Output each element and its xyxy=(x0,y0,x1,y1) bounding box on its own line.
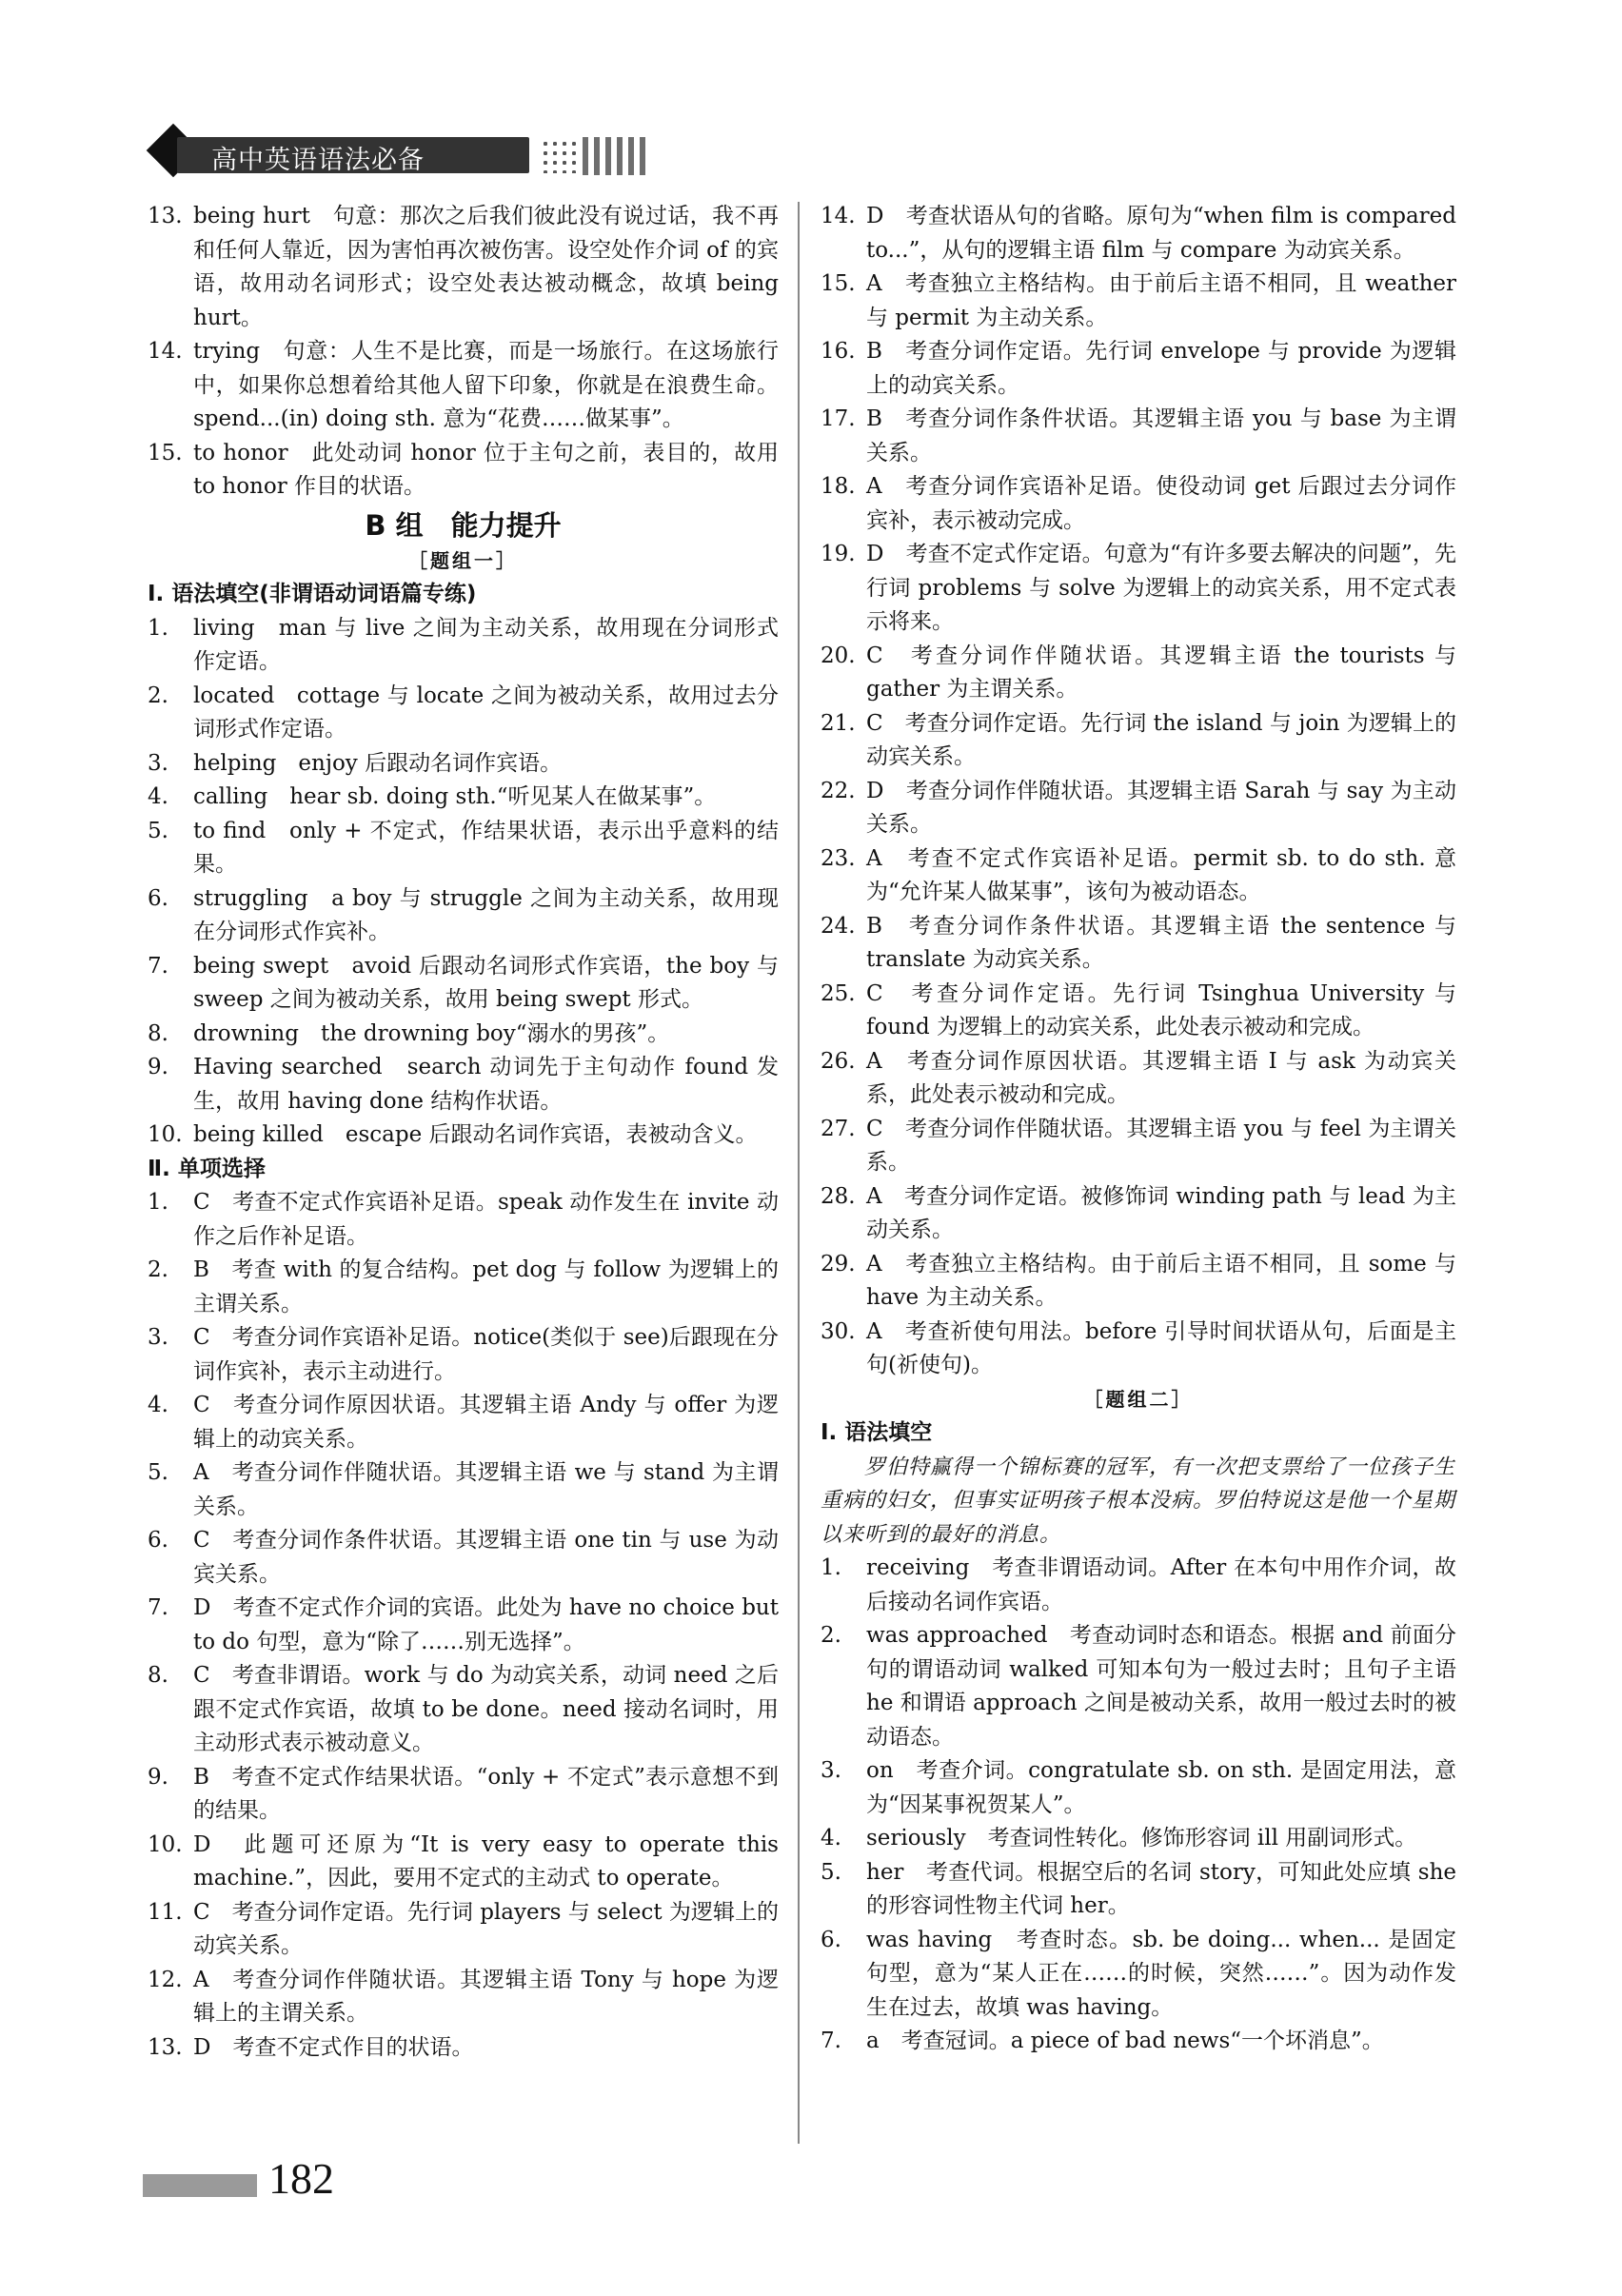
answer-entry xyxy=(821,538,1456,640)
answer-text: C 考查分词作伴随状语。其逻辑主语 you 与 feel 为主谓关系。 xyxy=(866,1116,1456,1175)
answer-text: to find only + 不定式，作结果状语，表示出乎意料的结果。 xyxy=(193,818,779,877)
answer-text: a 考查冠词。a piece of bad news“一个坏消息”。 xyxy=(866,2029,1384,2053)
answer-number: 2. xyxy=(821,1623,841,1648)
answer-number: 30. xyxy=(821,1318,856,1344)
answer-number: 9. xyxy=(148,1764,168,1790)
answer-entry xyxy=(821,470,1456,538)
answer-entry xyxy=(148,680,779,747)
answer-entry xyxy=(821,335,1456,403)
answer-number: 6. xyxy=(148,885,168,911)
answer-text: C 考查非谓语。work 与 do 为动宾关系，动词 need 之后跟不定式作宾语，故填 to be done。need 接动名词时，用主动形式表示被动意义。 xyxy=(193,1663,779,1755)
checker-pattern-icon xyxy=(583,137,645,175)
answer-text: D 考查不定式作介词的宾语。此处为 have no choice but to do 句型，意为“除了……别无选择”。 xyxy=(193,1595,779,1654)
answer-number: 13. xyxy=(148,204,183,228)
answer-number: 12. xyxy=(148,1967,183,1992)
answer-text: trying 句意：人生不是比赛，而是一场旅行。在这场旅行中，如果你总想着给其他人留下印象，你就是在浪费生命。spend...(in) doing sth. 意为“花费……做某事”。 xyxy=(193,339,779,431)
answer-number: 7. xyxy=(821,2029,841,2053)
answer-text: D 考查不定式作定语。句意为“有许多要去解决的问题”，先行词 problems 与 solve 为逻辑上的动宾关系，用不定式表示将来。 xyxy=(866,542,1456,634)
answer-number: 8. xyxy=(148,1020,168,1046)
answer-text: A 考查分词作伴随状语。其逻辑主语 we 与 stand 为主谓关系。 xyxy=(193,1460,779,1519)
answer-text: C 考查分词作伴随状语。其逻辑主语 the tourists 与 gather 为主谓关系。 xyxy=(866,643,1456,702)
answer-text: B 考查 with 的复合结构。pet dog 与 follow 为逻辑上的主谓关系。 xyxy=(193,1257,779,1316)
answer-number: 1. xyxy=(148,615,168,641)
answer-text: was having 考查时态。sb. be doing... when... 是固定句型，意为“某人正在……的时候，突然……”。因为动作发生在过去，故填 was having。 xyxy=(866,1927,1456,2020)
answer-text: was approached 考查动词时态和语态。根据 and 前面分句的谓语动词 walked 可知本句为一般过去时；且句子主语 he 和谓语 approach 之间是被动关系，故用一般过去时的被动语态。 xyxy=(866,1623,1456,1750)
answer-entry xyxy=(821,1619,1456,1754)
answer-entry xyxy=(148,1964,779,2031)
answer-entry xyxy=(148,1896,779,1964)
answer-entry xyxy=(821,200,1456,267)
answer-number: 6. xyxy=(148,1528,168,1553)
section-heading: Ⅱ. 单项选择 xyxy=(148,1156,266,1181)
column-divider xyxy=(798,202,800,2144)
answer-number: 5. xyxy=(148,818,168,843)
answer-entry xyxy=(148,1761,779,1829)
answer-entry xyxy=(148,1524,779,1592)
answer-text: located cottage 与 locate 之间为被动关系，故用过去分词形式作定语。 xyxy=(193,683,779,742)
answer-number: 10. xyxy=(148,1831,183,1857)
subgroup-label: ［题组二］ xyxy=(1083,1387,1194,1411)
answer-number: 21. xyxy=(821,710,856,736)
answer-number: 8. xyxy=(148,1663,168,1688)
answer-entry xyxy=(148,1321,779,1389)
answer-entry xyxy=(821,707,1456,775)
answer-entry xyxy=(148,950,779,1018)
answer-entry xyxy=(821,1822,1456,1856)
answer-entry xyxy=(821,1754,1456,1822)
answer-number: 2. xyxy=(148,683,168,708)
answer-entry xyxy=(148,1186,779,1254)
answer-number: 27. xyxy=(821,1116,856,1141)
answer-text: A 考查独立主格结构。由于前后主语不相同，且 weather 与 permit 为主动关系。 xyxy=(866,271,1456,330)
answer-entry xyxy=(148,1456,779,1524)
answer-text: A 考查分词作宾语补足语。使役动词 get 后跟过去分词作宾补，表示被动完成。 xyxy=(866,474,1456,533)
answer-number: 25. xyxy=(821,980,856,1006)
answer-entry xyxy=(821,775,1456,842)
answer-entry xyxy=(148,612,779,680)
answer-text: receiving 考查非谓语动词。After 在本句中用作介词，故后接动名词作宾语。 xyxy=(866,1555,1456,1614)
answer-number: 15. xyxy=(821,271,856,296)
section-heading: Ⅰ. 语法填空(非谓语动词语篇专练) xyxy=(148,582,477,606)
answer-entry xyxy=(821,1552,1456,1619)
answer-text: on 考查介词。congratulate sb. on sth. 是固定用法，意为“因某事祝贺某人”。 xyxy=(866,1758,1456,1817)
answer-text: being hurt 句意：那次之后我们彼此没有说过话，我不再和任何人靠近，因为害怕再次被伤害。设空处作介词 of 的宾语，故用动名词形式；设空处表达被动概念，故填 being hurt。 xyxy=(193,204,779,330)
answer-entry xyxy=(148,335,779,437)
answer-number: 14. xyxy=(821,204,856,228)
answer-entry xyxy=(821,403,1456,470)
answer-number: 7. xyxy=(148,953,168,979)
answer-text: Having searched search 动词先于主句动作 found 发生，故用 having done 结构作状语。 xyxy=(193,1055,779,1114)
answer-entry xyxy=(148,747,779,782)
answer-text: struggling a boy 与 struggle 之间为主动关系，故用现在分词形式作宾补。 xyxy=(193,885,779,944)
answer-entry xyxy=(148,1829,779,1896)
answer-text: C 考查不定式作宾语补足语。speak 动作发生在 invite 动作之后作补足语。 xyxy=(193,1190,779,1249)
answer-entry xyxy=(148,2031,779,2066)
answer-number: 29. xyxy=(821,1251,856,1277)
answer-entry xyxy=(821,2025,1456,2059)
answer-number: 3. xyxy=(148,1325,168,1350)
answer-entry xyxy=(148,437,779,505)
answer-number: 4. xyxy=(148,784,168,809)
answer-number: 20. xyxy=(821,643,856,668)
right-column xyxy=(821,200,1456,2059)
answer-entry xyxy=(148,1254,779,1321)
group-heading: B 组 能力提升 xyxy=(365,508,562,542)
answer-text: A 考查分词作伴随状语。其逻辑主语 Tony 与 hope 为逻辑上的主谓关系。 xyxy=(193,1967,779,2026)
answer-number: 13. xyxy=(148,2034,183,2060)
footer-bar xyxy=(143,2174,257,2197)
answer-entry xyxy=(821,1113,1456,1180)
answer-number: 18. xyxy=(821,474,856,499)
answer-number: 16. xyxy=(821,339,856,364)
answer-entry xyxy=(821,640,1456,707)
answer-number: 4. xyxy=(148,1393,168,1417)
answer-text: A 考查不定式作宾语补足语。permit sb. to do sth. 意为“允许某人做某事”，该句为被动语态。 xyxy=(866,845,1456,904)
answer-entry xyxy=(821,1924,1456,2026)
answer-entry xyxy=(821,1180,1456,1248)
answer-text: A 考查祈使句用法。before 引导时间状语从句，后面是主句(祈使句)。 xyxy=(866,1318,1456,1377)
answer-text: C 考查分词作条件状语。其逻辑主语 one tin 与 use 为动宾关系。 xyxy=(193,1528,779,1587)
answer-entry xyxy=(821,978,1456,1045)
answer-entry xyxy=(821,910,1456,978)
answer-text: to honor 此处动词 honor 位于主句之前，表目的，故用 to honor 作目的状语。 xyxy=(193,440,779,499)
answer-text: D 考查不定式作目的状语。 xyxy=(193,2034,474,2060)
answer-text: B 考查分词作定语。先行词 envelope 与 provide 为逻辑上的动宾关系。 xyxy=(866,339,1456,398)
answer-number: 1. xyxy=(148,1190,168,1215)
answer-number: 22. xyxy=(821,778,856,803)
book-title: 高中英语语法必备 xyxy=(211,146,425,175)
answer-text: C 考查分词作原因状语。其逻辑主语 Andy 与 offer 为逻辑上的动宾关系。 xyxy=(193,1393,779,1452)
answer-entry xyxy=(148,781,779,815)
answer-text: B 考查不定式作结果状语。“only + 不定式”表示意想不到的结果。 xyxy=(193,1764,779,1823)
answer-number: 10. xyxy=(148,1122,183,1147)
answer-number: 26. xyxy=(821,1048,856,1074)
answer-number: 3. xyxy=(821,1758,841,1783)
subgroup-label: ［题组一］ xyxy=(408,548,518,572)
answer-text: D 考查状语从句的省略。原句为“when film is compared to...”，从句的逻辑主语 film 与 compare 为动宾关系。 xyxy=(866,204,1456,263)
page-number: 182 xyxy=(268,2154,334,2203)
answer-number: 24. xyxy=(821,913,856,939)
answer-entry xyxy=(148,1018,779,1052)
answer-number: 17. xyxy=(821,406,856,431)
answer-number: 2. xyxy=(148,1257,168,1282)
answer-entry xyxy=(821,267,1456,335)
dot-pattern-icon xyxy=(541,139,579,173)
answer-text: being swept avoid 后跟动名词形式作宾语，the boy 与 sweep 之间为被动关系，故用 being swept 形式。 xyxy=(193,953,779,1012)
answer-text: B 考查分词作条件状语。其逻辑主语 you 与 base 为主谓关系。 xyxy=(866,406,1456,465)
answer-entry xyxy=(821,842,1456,910)
answer-text: A 考查分词作原因状语。其逻辑主语 I 与 ask 为动宾关系，此处表示被动和完成。 xyxy=(866,1048,1456,1107)
answer-entry xyxy=(148,1592,779,1659)
answer-text: drowning the drowning boy“溺水的男孩”。 xyxy=(193,1020,670,1046)
answer-entry xyxy=(148,200,779,335)
section-heading: Ⅰ. 语法填空 xyxy=(821,1420,933,1445)
answer-entry xyxy=(148,815,779,882)
answer-number: 7. xyxy=(148,1595,168,1620)
answer-entry xyxy=(148,1659,779,1761)
answer-number: 1. xyxy=(821,1555,841,1580)
answer-number: 15. xyxy=(148,440,183,465)
passage-summary: 罗伯特赢得一个锦标赛的冠军，有一次把支票给了一位孩子生重病的妇女，但事实证明孩子根本没病。罗伯特说这是他一个星期以来听到的最好的消息。 xyxy=(821,1455,1456,1547)
answer-number: 28. xyxy=(821,1183,856,1209)
answer-text: living man 与 live 之间为主动关系，故用现在分词形式作定语。 xyxy=(193,615,779,674)
answer-text: helping enjoy 后跟动名词作宾语。 xyxy=(193,750,563,776)
answer-number: 5. xyxy=(821,1859,841,1885)
answer-entry xyxy=(148,1389,779,1456)
answer-text: her 考查代词。根据空后的名词 story，可知此处应填 she 的形容词性物主代词 her。 xyxy=(866,1859,1456,1918)
answer-number: 19. xyxy=(821,542,856,566)
answer-text: D 此题可还原为“It is very easy to operate this machine.”，因此，要用不定式的主动式 to operate。 xyxy=(193,1831,779,1890)
answer-text: calling hear sb. doing sth.“听见某人在做某事”。 xyxy=(193,784,717,809)
answer-number: 9. xyxy=(148,1055,168,1079)
answer-number: 14. xyxy=(148,339,183,364)
answer-text: B 考查分词作条件状语。其逻辑主语 the sentence 与 translate 为动宾关系。 xyxy=(866,913,1456,972)
answer-text: seriously 考查词性转化。修饰形容词 ill 用副词形式。 xyxy=(866,1826,1417,1851)
answer-entry xyxy=(821,1248,1456,1316)
answer-entry xyxy=(148,1051,779,1118)
answer-entry xyxy=(821,1856,1456,1924)
answer-text: D 考查分词作伴随状语。其逻辑主语 Sarah 与 say 为主动关系。 xyxy=(866,778,1456,837)
answer-text: C 考查分词作定语。先行词 the island 与 join 为逻辑上的动宾关系。 xyxy=(866,710,1456,769)
answer-number: 11. xyxy=(148,1899,183,1925)
answer-entry xyxy=(821,1045,1456,1113)
answer-text: C 考查分词作宾语补足语。notice(类似于 see)后跟现在分词作宾补，表示主动进行。 xyxy=(193,1325,779,1384)
answer-number: 4. xyxy=(821,1826,841,1851)
answer-number: 5. xyxy=(148,1460,168,1485)
answer-number: 6. xyxy=(821,1927,841,1952)
answer-entry xyxy=(148,1118,779,1153)
answer-text: A 考查独立主格结构。由于前后主语不相同，且 some 与 have 为主动关系。 xyxy=(866,1251,1456,1310)
answer-text: A 考查分词作定语。被修饰词 winding path 与 lead 为主动关系。 xyxy=(866,1183,1456,1242)
answer-number: 23. xyxy=(821,845,856,871)
answer-text: being killed escape 后跟动名词作宾语，表被动含义。 xyxy=(193,1122,758,1147)
answer-entry xyxy=(821,1316,1456,1383)
answer-number: 3. xyxy=(148,750,168,776)
left-column xyxy=(148,200,779,2065)
answer-text: C 考查分词作定语。先行词 players 与 select 为逻辑上的动宾关系。 xyxy=(193,1899,779,1958)
answer-text: C 考查分词作定语。先行词 Tsinghua University 与 found 为逻辑上的动宾关系，此处表示被动和完成。 xyxy=(866,980,1456,1039)
answer-entry xyxy=(148,882,779,950)
